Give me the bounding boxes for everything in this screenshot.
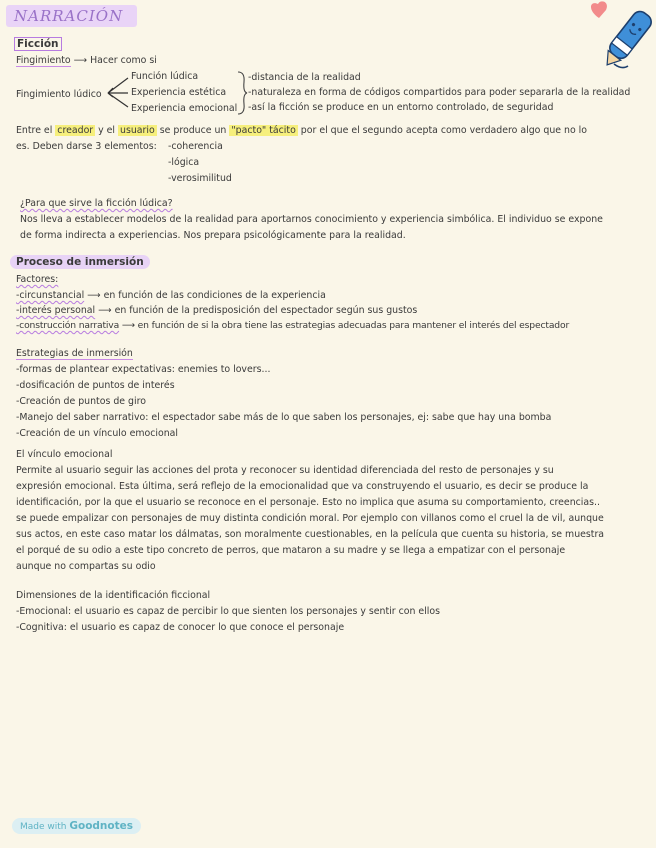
arrow-icon: ⟶ bbox=[121, 320, 135, 331]
vinculo-line: se puede empalizar con personajes de muy distinta condición moral. Por ejemplo con villanos como el cruel la de vil, aunque bbox=[16, 513, 604, 524]
dimension-item: -Emocional: el usuario es capaz de percibir lo que sienten los personajes y sentir con ellos bbox=[16, 606, 440, 617]
pencil-sticker-icon bbox=[584, 0, 656, 74]
goodnotes-badge bbox=[12, 818, 141, 834]
ficcion-heading: Ficción bbox=[14, 37, 62, 51]
highlight-creador: creador bbox=[57, 125, 94, 136]
factor-item bbox=[16, 305, 417, 317]
pacto-line-1 bbox=[16, 125, 587, 137]
section-heading-proceso bbox=[10, 256, 150, 269]
vinculo-line: identificación, por la que el usuario se reconoce en el personaje. Esto no implica que asuma su comportamiento, creencias.. bbox=[16, 497, 600, 508]
sirve-line: de forma indirecta a experiencias. Nos prepara psicológicamente para la realidad. bbox=[20, 230, 406, 241]
arrow-icon: ⟶ bbox=[87, 290, 101, 301]
type-item: Función lúdica bbox=[131, 71, 199, 82]
branch-arrows-icon bbox=[106, 74, 132, 110]
vinculo-line: Permite al usuario seguir las acciones del prota y reconocer su identidad diferenciada del resto de personajes y su bbox=[16, 465, 554, 476]
factores-label bbox=[16, 274, 58, 286]
type-item: Experiencia estética bbox=[131, 87, 227, 98]
estrategias-heading bbox=[16, 348, 133, 360]
brand-text: Goodnotes bbox=[69, 820, 134, 832]
arrow-icon: ⟶ bbox=[73, 55, 88, 66]
sirve-question bbox=[20, 198, 173, 210]
arrow-icon: ⟶ bbox=[98, 305, 112, 316]
sirve-question-text: ¿Para que sirve la ficción lúdica? bbox=[20, 198, 173, 209]
vinculo-line: expresión emocional. Esta última, será reflejo de la emocionalidad que va construyendo el usuario, es decir se produce la bbox=[16, 481, 589, 492]
factores-label-text: Factores: bbox=[16, 274, 59, 285]
pacto-line-2: es. Deben darse 3 elementos: bbox=[16, 141, 157, 152]
factor-item bbox=[16, 320, 569, 332]
element-item: -lógica bbox=[168, 157, 200, 168]
ludico-label: Fingimiento lúdico bbox=[16, 89, 102, 100]
highlight-usuario: usuario bbox=[120, 125, 155, 136]
factor-name: -circunstancial bbox=[16, 290, 85, 301]
text-span: Entre el bbox=[16, 125, 56, 136]
fingimiento-def: Hacer como si bbox=[90, 55, 157, 66]
factor-name: -interés personal bbox=[16, 305, 96, 316]
estrategia-item: -dosificación de puntos de interés bbox=[16, 380, 175, 391]
estrategias-heading-text: Estrategias de inmersión bbox=[16, 348, 133, 359]
text-span: por el que el segundo acepta como verdadero algo que no lo bbox=[297, 125, 588, 136]
trait-item: -distancia de la realidad bbox=[248, 72, 361, 83]
made-with-text: Made with bbox=[20, 822, 67, 832]
vinculo-heading: El vínculo emocional bbox=[16, 449, 113, 460]
factor-desc: en función de las condiciones de la experiencia bbox=[103, 290, 326, 301]
estrategia-item: -formas de plantear expectativas: enemies to lovers... bbox=[16, 364, 271, 375]
factor-name: -construcción narrativa bbox=[16, 320, 120, 331]
dimensiones-heading: Dimensiones de la identificación ficcional bbox=[16, 590, 211, 601]
fingimiento-line bbox=[16, 55, 157, 67]
heart-icon bbox=[591, 1, 607, 18]
estrategia-item: -Manejo del saber narrativo: el espectador sabe más de lo que saben los personajes, ej: sabe que hay una bomba bbox=[16, 412, 552, 423]
factor-desc: en función de si la obra tiene las estrategias adecuadas para mantener el interés del espectador bbox=[137, 320, 570, 331]
factor-desc: en función de la predisposición del espectador según sus gustos bbox=[114, 305, 418, 316]
element-item: -verosimilitud bbox=[168, 173, 232, 184]
vinculo-line: el porqué de su odio a este tipo concreto de perros, que mataron a su madre y se llega a empatizar con el personaje bbox=[16, 545, 566, 556]
fingimiento-label: Fingimiento bbox=[16, 55, 71, 66]
estrategia-item: -Creación de un vínculo emocional bbox=[16, 428, 179, 439]
text-span: se produce un bbox=[156, 125, 230, 136]
text-span: y el bbox=[95, 125, 119, 136]
trait-item: -naturaleza en forma de códigos compartidos para poder separarla de la realidad bbox=[248, 87, 631, 98]
estrategia-item: -Creación de puntos de giro bbox=[16, 396, 146, 407]
vinculo-line: aunque no compartas su odio bbox=[16, 561, 156, 572]
section-heading-ficcion bbox=[14, 38, 62, 50]
sirve-line: Nos lleva a establecer modelos de la realidad para aportarnos conocimiento y experiencia simbólica. El individuo se expone bbox=[20, 214, 603, 225]
vinculo-line: sus actos, en este caso matar los dálmatas, son moralmente cuestionables, en la película que cuenta su historia, se muestra bbox=[16, 529, 605, 540]
page-title: NARRACIÓN bbox=[6, 5, 137, 27]
dimension-item: -Cognitiva: el usuario es capaz de conocer lo que conoce el personaje bbox=[16, 622, 345, 633]
trait-item: -así la ficción se produce en un entorno controlado, de seguridad bbox=[248, 102, 554, 113]
proceso-heading: Proceso de inmersión bbox=[10, 255, 150, 269]
factor-item bbox=[16, 290, 326, 302]
element-item: -coherencia bbox=[168, 141, 223, 152]
highlight-pacto: "pacto" tácito bbox=[231, 125, 296, 136]
type-item: Experiencia emocional bbox=[131, 103, 238, 114]
brace-icon bbox=[236, 70, 248, 116]
